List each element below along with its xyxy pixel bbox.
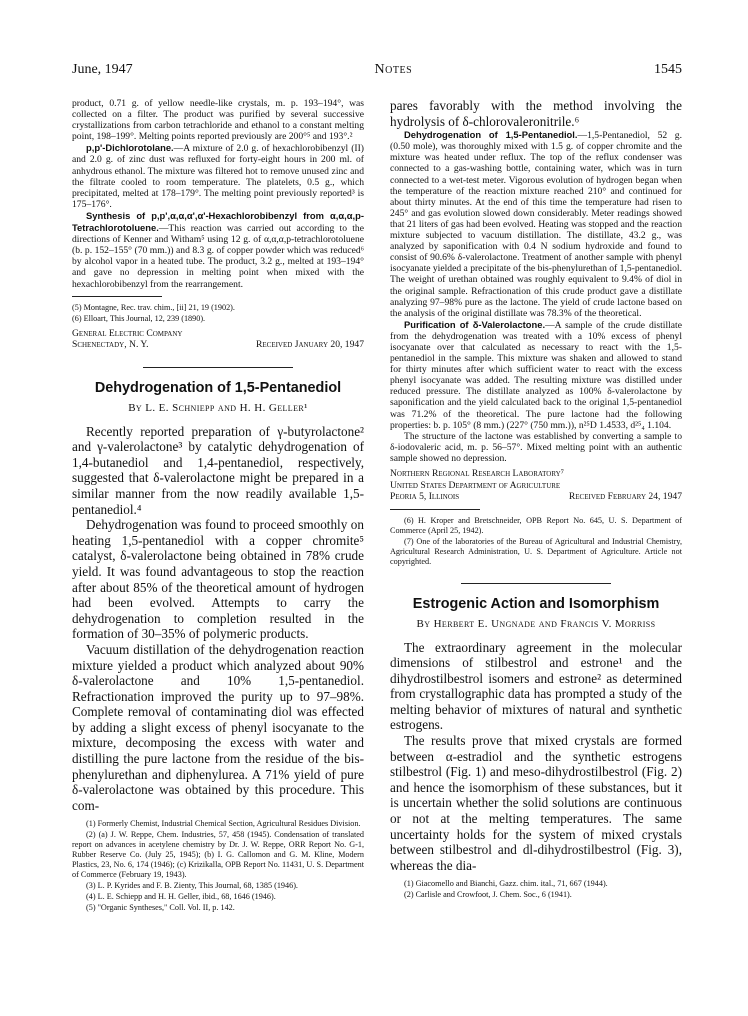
run-in-heading: Synthesis of p,p',α,α,α',α'-Hexachlorobibenzyl from α,α,α,p-Tetrachlorotoluene. <box>72 209 364 234</box>
paragraph-text: —This reaction was carried out according to the directions of Kenner and Witham⁵ using 12 g. of α,α,α,p-tetrachlorotoluene (b. p. 152–155° (70 mm.)) and 8.3 g. of copper powder which was reduced⁶ by alcohol vapor in a heated tube. The product, 3.2 g., melted at 193–194° and gave no depression in melting point when mixed with the hexachlorobibenzyl from the rearrangement. <box>72 223 364 290</box>
article-authors: By L. E. Schniepp and H. H. Geller¹ <box>128 401 308 414</box>
article-authors: By Herbert E. Ungnade and Francis V. Morriss <box>416 617 656 630</box>
body-paragraph: Vacuum distillation of the dehydrogenation reaction mixture yielded a product which analyzed about 90% δ-valerolactone and 10% 1,5-pentanediol. Refractionation improved the purity up to 97–98%. Complete removal of contaminating diol was effected by adding a slight excess of phenyl isocyanate to the mixture, decomposing the excess with water and distilling the pure lactone from the residue of the bis-phenylurethan and diphenylurea. A 71% yield of pure δ-valerolactone was obtained by this procedure. This com- <box>72 641 364 813</box>
affiliation-org: Northern Regional Research Laboratory⁷ <box>390 468 565 479</box>
right-paragraph-4: The structure of the lactone was established by converting a sample to δ-iodovaleric acid, m. p. 56–57°. Mixed melting point with an authentic sample showed no depression. <box>390 430 682 464</box>
article-title: Estrogenic Action and Isomorphism <box>412 595 660 612</box>
section-divider <box>461 583 611 584</box>
footnotes <box>390 879 682 900</box>
right-paragraph-2 <box>390 129 682 319</box>
running-header <box>72 62 682 80</box>
section-divider <box>143 367 293 368</box>
left-paragraph-1: product, 0.71 g. of yellow needle-like crystals, m. p. 193–194°, was collected on a filter. The product was purified by several successive crystallizations from carbon tetrachloride and ethanol to a constant melting point, 198–199°. Melting points reported previously are 200°⁵ and 193°.² <box>72 98 364 143</box>
affiliation-city: Schenectady, N. Y. <box>72 339 149 351</box>
run-in-heading: p,p'-Dichlorotolane. <box>86 142 174 154</box>
footnote: (4) L. E. Schiepp and H. H. Geller, ibid., 68, 1646 (1946). <box>86 892 276 902</box>
footnote: (2) Carlisle and Crowfoot, J. Chem. Soc., 6 (1941). <box>404 890 572 900</box>
footnote: (3) L. P. Kyrides and F. B. Zienty, This Journal, 68, 1385 (1946). <box>86 881 298 891</box>
footnote: (5) Montagne, Rec. trav. chim., [ii] 21, 19 (1902). <box>72 302 235 312</box>
affiliation-org: General Electric Company <box>72 327 183 339</box>
footnote-rule <box>390 509 480 510</box>
affiliation-city: Peoria 5, Illinois <box>390 491 460 502</box>
footnote-rule <box>72 296 162 297</box>
body-paragraph: pares favorably with the method involving the hydrolysis of δ-chlorovaleronitrile.⁶ <box>390 98 682 129</box>
left-paragraph-3 <box>72 210 364 290</box>
footnote: (6) Elloart, This Journal, 12, 239 (1890). <box>72 313 206 323</box>
run-in-heading: Dehydrogenation of 1,5-Pentanediol. <box>404 129 578 141</box>
body-paragraph: Dehydrogenation was found to proceed smoothly on heating 1,5-pentanediol with a copper chromite⁵ catalyst, δ-valerolactone being obtained in 78% crude yield. It was found advantageous to stop the reaction after about 85% of the theoretical amount of hydrogen had been evolved. Attempts to carry the dehydrogenation to completion resulted in the formation of 30–35% of polymeric products. <box>72 517 364 642</box>
header-date: June, 1947 <box>72 62 133 77</box>
body-paragraph: The extraordinary agreement in the molecular dimensions of stilbestrol and estrone¹ and the dihydrostilbestrol isomers and estrone² as determined from crystallographic data has prompted a study of the melting behavior of mixtures of natural and synthetic estrogens. <box>390 639 682 733</box>
affiliation <box>390 468 682 503</box>
footnote: (5) "Organic Syntheses," Coll. Vol. II, p. 142. <box>86 903 235 913</box>
footnote: (7) One of the laboratories of the Bureau of Agricultural and Industrial Chemistry, Agricultural Research Administration, U. S. Department of Agriculture. Article not copyrighted. <box>390 536 682 566</box>
footnote: (6) H. Kroper and Bretschneider, OPB Report No. 645, U. S. Department of Commerce (April 25, 1942). <box>390 515 682 535</box>
article-title: Dehydrogenation of 1,5-Pentanediol <box>94 379 342 396</box>
affiliation-dept: United States Department of Agriculture <box>390 479 561 491</box>
left-paragraph-2 <box>72 142 364 210</box>
received-date: Received January 20, 1947 <box>255 339 364 351</box>
right-column <box>390 98 682 900</box>
footnotes <box>72 819 364 913</box>
affiliation <box>72 328 364 351</box>
body-paragraph: The results prove that mixed crystals are formed between α-estradiol and the synthetic estrogens stilbestrol (Fig. 1) and meso-dihydrostilbestrol (Fig. 2) and hence the isomorphism of these substances, but it is uncertain whether the solid solutions are continuous or not at the melting temperatures. The same uncertainty holds for the system of mixed crystals between stilbestrol and dl-dihydrostilbestrol (Fig. 3), whereas the dia- <box>390 733 682 873</box>
header-page-number: 1545 <box>653 62 682 77</box>
footnote: (1) Giacomello and Bianchi, Gazz. chim. ital., 71, 667 (1944). <box>404 879 608 889</box>
body-paragraph: Recently reported preparation of γ-butyrolactone² and γ-valerolactone³ by catalytic dehydrogenation of 1,4-butanediol and 1,4-pentanediol, respectively, suggested that δ-valerolactone might be prepared in a similar manner from the now readily available 1,5-pentanediol.⁴ <box>72 423 364 517</box>
left-column <box>72 98 364 913</box>
footnote: (2) (a) J. W. Reppe, Chem. Industries, 57, 458 (1945). Condensation of translated report on advances in acetylene chemistry by Dr. J. W. Reppe, ORR Report No. G-1, Rubber Reserve Co. (July 25, 1945); (b) I. G. Callomon and G. M. Kline, Modern Plastics, 23, No. 6, 174 (1946); (c) Krizikalla, OPB Report No. 11431, U. S. Department of Commerce (February 19, 1943). <box>72 830 364 880</box>
paragraph-text: —A mixture of 2.0 g. of hexachlorobibenzyl (II) and 2.0 g. of zinc dust was refluxed for forty-eight hours in 200 ml. of anhydrous ethanol. The mixture was filtered hot to remove unused zinc and the filtrate cooled to room temperature. The platelets, 0.5 g., which precipitated, melted at 178–179°. The melting point previously reported³ is 175–176°. <box>72 143 364 210</box>
paragraph-text: —A sample of the crude distillate from the dehydrogenation was treated with a 10% excess of phenyl isocyanate over that calculated as necessary to react with the 1,5-pentanediol in the sample. This mixture was shaken and allowed to stand for thirty minutes after which sufficient water to react with the excess phenyl isocyanate was added. The resulting mixture was distilled under reduced pressure. The distillate analyzed as 100% δ-valerolactone by saponification and the yield calculated back to the original 1,5-pentanediol was 71.2% of the theoretical. The pure lactone had the following properties: b. p. 105° (8 mm.) (227° (750 mm.)), n²⁵D 1.4533, d²⁵₄ 1.104. <box>390 319 682 431</box>
received-date: Received February 24, 1947 <box>568 491 682 502</box>
paragraph-text: —1,5-Pentanediol, 52 g. (0.50 mole), was thoroughly mixed with 1.5 g. of copper chromite and the mixture was heated under reflux. The top of the reflux condenser was connected to a gas-washing bottle, containing water, which was in turn connected to a wet-test meter. Vigorous evolution of hydrogen began when the temperature of the reaction mixture reached 210° and continued for about thirty minutes. At the end of this time the temperature had risen to 245° and gas evolution slowed down considerably. Meter readings showed that 21 liters of gas had been evolved. Heating was stopped and the reaction mixture subjected to vacuum distillation. The distillate, 43.2 g., was analyzed by saponification with 0.4 N sodium hydroxide and found to consist of 90.6% δ-valerolactone. Treatment of another sample with phenyl isocyanate yielded a precipitate of the bis-phenylurethan of 1,5-pentanediol. The weight of urethan obtained was roughly equivalent to 9.4% of diol in the original sample. Refractionation of this crude product gave a distillate analyzing 97–98% pure as the lactone. The yield of crude lactone based on the analysis of the original distillate was 78.3% of the theoretical. <box>390 130 682 319</box>
footnote: (1) Formerly Chemist, Industrial Chemical Section, Agricultural Residues Division. <box>86 819 361 829</box>
header-section: Notes <box>374 62 413 77</box>
run-in-heading: Purification of δ-Valerolactone. <box>404 318 546 330</box>
affiliation-row <box>390 491 682 503</box>
affiliation-row <box>72 339 364 351</box>
right-paragraph-3 <box>390 319 682 431</box>
